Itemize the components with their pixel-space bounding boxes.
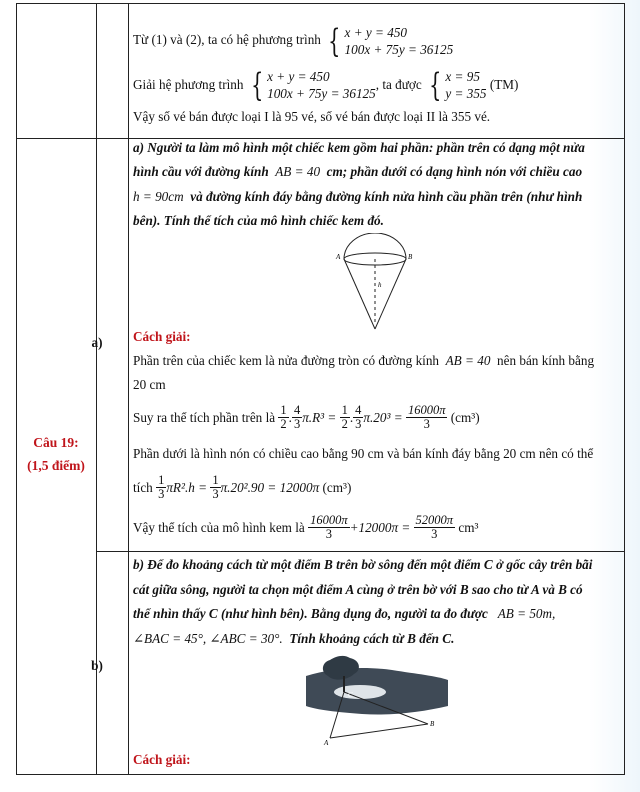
frac-num: 4: [355, 403, 362, 417]
part-a-label: a): [91, 335, 103, 350]
part-b-prompt-line3a: thể nhìn thấy C (như hình bên). Bằng dụng đo, người ta đo được: [133, 606, 488, 621]
figure-label-a: A: [336, 253, 341, 261]
row1-line2-mid: , ta được: [375, 77, 422, 92]
row-divider-2: [96, 551, 624, 552]
frac-num: 52000π: [415, 513, 454, 527]
frac-den: 2: [280, 417, 287, 431]
row1-line1-text: Từ (1) và (2), ta có hệ phương trình: [133, 32, 321, 48]
equation-2b: 100x + 75y = 36125: [267, 86, 376, 101]
expr-plus-12000pi: +12000π =: [349, 519, 411, 535]
equation-2: 100x + 75y = 36125: [344, 42, 454, 57]
ice-cream-figure: [330, 233, 420, 333]
part-a-sol-line6a: Vậy thể tích của mô hình kem là: [133, 519, 305, 535]
part-b-prompt-line3: [133, 605, 555, 623]
dot: .: [288, 409, 292, 425]
part-a-height: h = 90cm: [133, 189, 184, 204]
solution-x: x = 95: [445, 69, 480, 84]
fraction-4-3: [292, 404, 302, 431]
part-a-solution-line3: [133, 404, 480, 431]
frac-num: 1: [158, 473, 165, 487]
solution-brace: {: [429, 66, 442, 104]
part-a-diameter: AB = 40: [275, 164, 321, 179]
figure-label-h: h: [378, 281, 382, 289]
solution-y: y = 355: [445, 86, 487, 101]
unit-cm3: (cm³): [450, 409, 480, 425]
fraction-16000pi-3b: [308, 514, 350, 541]
frac-num: 4: [293, 403, 301, 417]
frac-num: 1: [341, 403, 348, 417]
expr-12000pi: π.20².90 = 12000π: [220, 479, 320, 495]
part-a-solution-line1: [133, 352, 594, 370]
equation-system-1: [345, 24, 454, 58]
part-a-solution-line2: 20 cm: [133, 377, 166, 392]
fraction-52000pi-3: [414, 514, 456, 541]
tm-note: (TM): [489, 77, 519, 92]
part-b-ab-length: AB = 50m,: [497, 606, 556, 621]
row1-line1: [133, 24, 453, 58]
fraction-4-3b: [353, 404, 363, 431]
expr-pi203: π.20³ =: [363, 409, 403, 425]
system-brace-2: {: [250, 66, 264, 104]
fraction-1-3b: [210, 474, 220, 501]
part-b-prompt-line2: cát giữa sông, người ta chọn một điểm A cùng ở trên bờ với B sao cho từ A và B có: [133, 582, 583, 597]
question-points: (1,5 điểm): [27, 458, 85, 473]
equation-1: x + y = 450: [344, 25, 408, 40]
part-b-prompt-line1: b) Để đo khoảng cách từ một điểm B trên bờ sông đến một điểm C ở gốc cây trên bãi: [133, 557, 593, 572]
solution-system: [445, 68, 486, 102]
part-b-solution-title: Cách giải:: [133, 752, 191, 767]
column-divider-2: [128, 4, 129, 774]
figure-label-b2: B: [430, 720, 435, 728]
fraction-1-2b: [340, 404, 350, 431]
frac-den: 3: [325, 527, 332, 541]
question-label: Câu 19:: [33, 435, 79, 450]
row1-line2-text: Giải hệ phương trình: [133, 77, 244, 92]
frac-den: 3: [423, 417, 430, 431]
frac-num: 16000π: [310, 513, 348, 527]
frac-den: 3: [431, 527, 438, 541]
part-b-prompt-line4: [133, 630, 454, 648]
frac-den: 3: [293, 417, 301, 431]
figure-label-a2: A: [324, 739, 329, 746]
equation-1b: x + y = 450: [267, 69, 330, 84]
frac-den: 3: [355, 417, 362, 431]
part-a-solution-line6: [133, 514, 478, 541]
system-brace: {: [328, 22, 341, 60]
dot: .: [349, 409, 354, 425]
part-a-sol-line5a: tích: [133, 479, 153, 495]
frac-num: 16000π: [407, 403, 446, 417]
frac-num: 1: [212, 473, 219, 487]
row1-conclusion: Vậy số vé bán được loại I là 95 vé, số vé bán được loại II là 355 vé.: [133, 109, 491, 124]
river-figure: [302, 654, 452, 746]
frac-num: 1: [280, 403, 287, 417]
frac-den: 3: [158, 487, 165, 501]
part-a-sol-line1b: nên bán kính bằng: [497, 353, 595, 368]
fraction-1-3: [156, 474, 166, 501]
figure-label-c: C: [348, 691, 353, 699]
part-a-prompt-line4: bên). Tính thể tích của mô hình chiếc kem đó.: [133, 213, 384, 228]
row1-line2: [133, 68, 518, 102]
part-a-sol-line3a: Suy ra thể tích phần trên là: [133, 409, 276, 425]
expr-piR3: π.R³ =: [302, 409, 337, 425]
fraction-16000pi-3: [406, 404, 448, 431]
part-b-prompt-line4b: Tính khoảng cách từ B đến C.: [289, 631, 455, 646]
equation-system-2: [267, 68, 376, 102]
expr-piR2h: πR².h =: [166, 479, 208, 495]
part-b-label: b): [91, 658, 103, 673]
part-a-prompt-line3: [133, 188, 582, 206]
part-b-angles: ∠BAC = 45°, ∠ABC = 30°.: [133, 631, 283, 646]
part-a-prompt-line2: [133, 163, 582, 181]
part-a-sol-line1a: Phần trên của chiếc kem là nửa đường tròn có đường kính: [133, 353, 440, 368]
unit-cm3b: (cm³): [322, 479, 352, 495]
part-a-solution-line4: Phần dưới là hình nón có chiều cao bằng 90 cm và bán kính đáy bằng 20 cm nên có thể: [133, 446, 594, 461]
frac-den: 3: [212, 487, 219, 501]
figure-label-b: B: [408, 253, 413, 261]
part-a-prompt-line2b: cm; phần dưới có dạng hình nón với chiều cao: [326, 164, 583, 179]
part-a-solution-line5: [133, 474, 351, 501]
part-a-prompt-line1: a) Người ta làm mô hình một chiếc kem gồm hai phần: phần trên có dạng một nửa: [133, 140, 585, 155]
fraction-1-2: [278, 404, 288, 431]
frac-den: 2: [341, 417, 348, 431]
part-a-prompt-line2a: hình cầu với đường kính: [133, 164, 269, 179]
part-a-sol-diameter: AB = 40: [445, 353, 491, 368]
part-a-solution-title: Cách giải:: [133, 329, 191, 344]
unit-cm3c: cm³: [458, 519, 479, 535]
part-a-prompt-line3b: và đường kính đáy bằng đường kính nửa hình cầu phần trên (như hình: [190, 189, 583, 204]
